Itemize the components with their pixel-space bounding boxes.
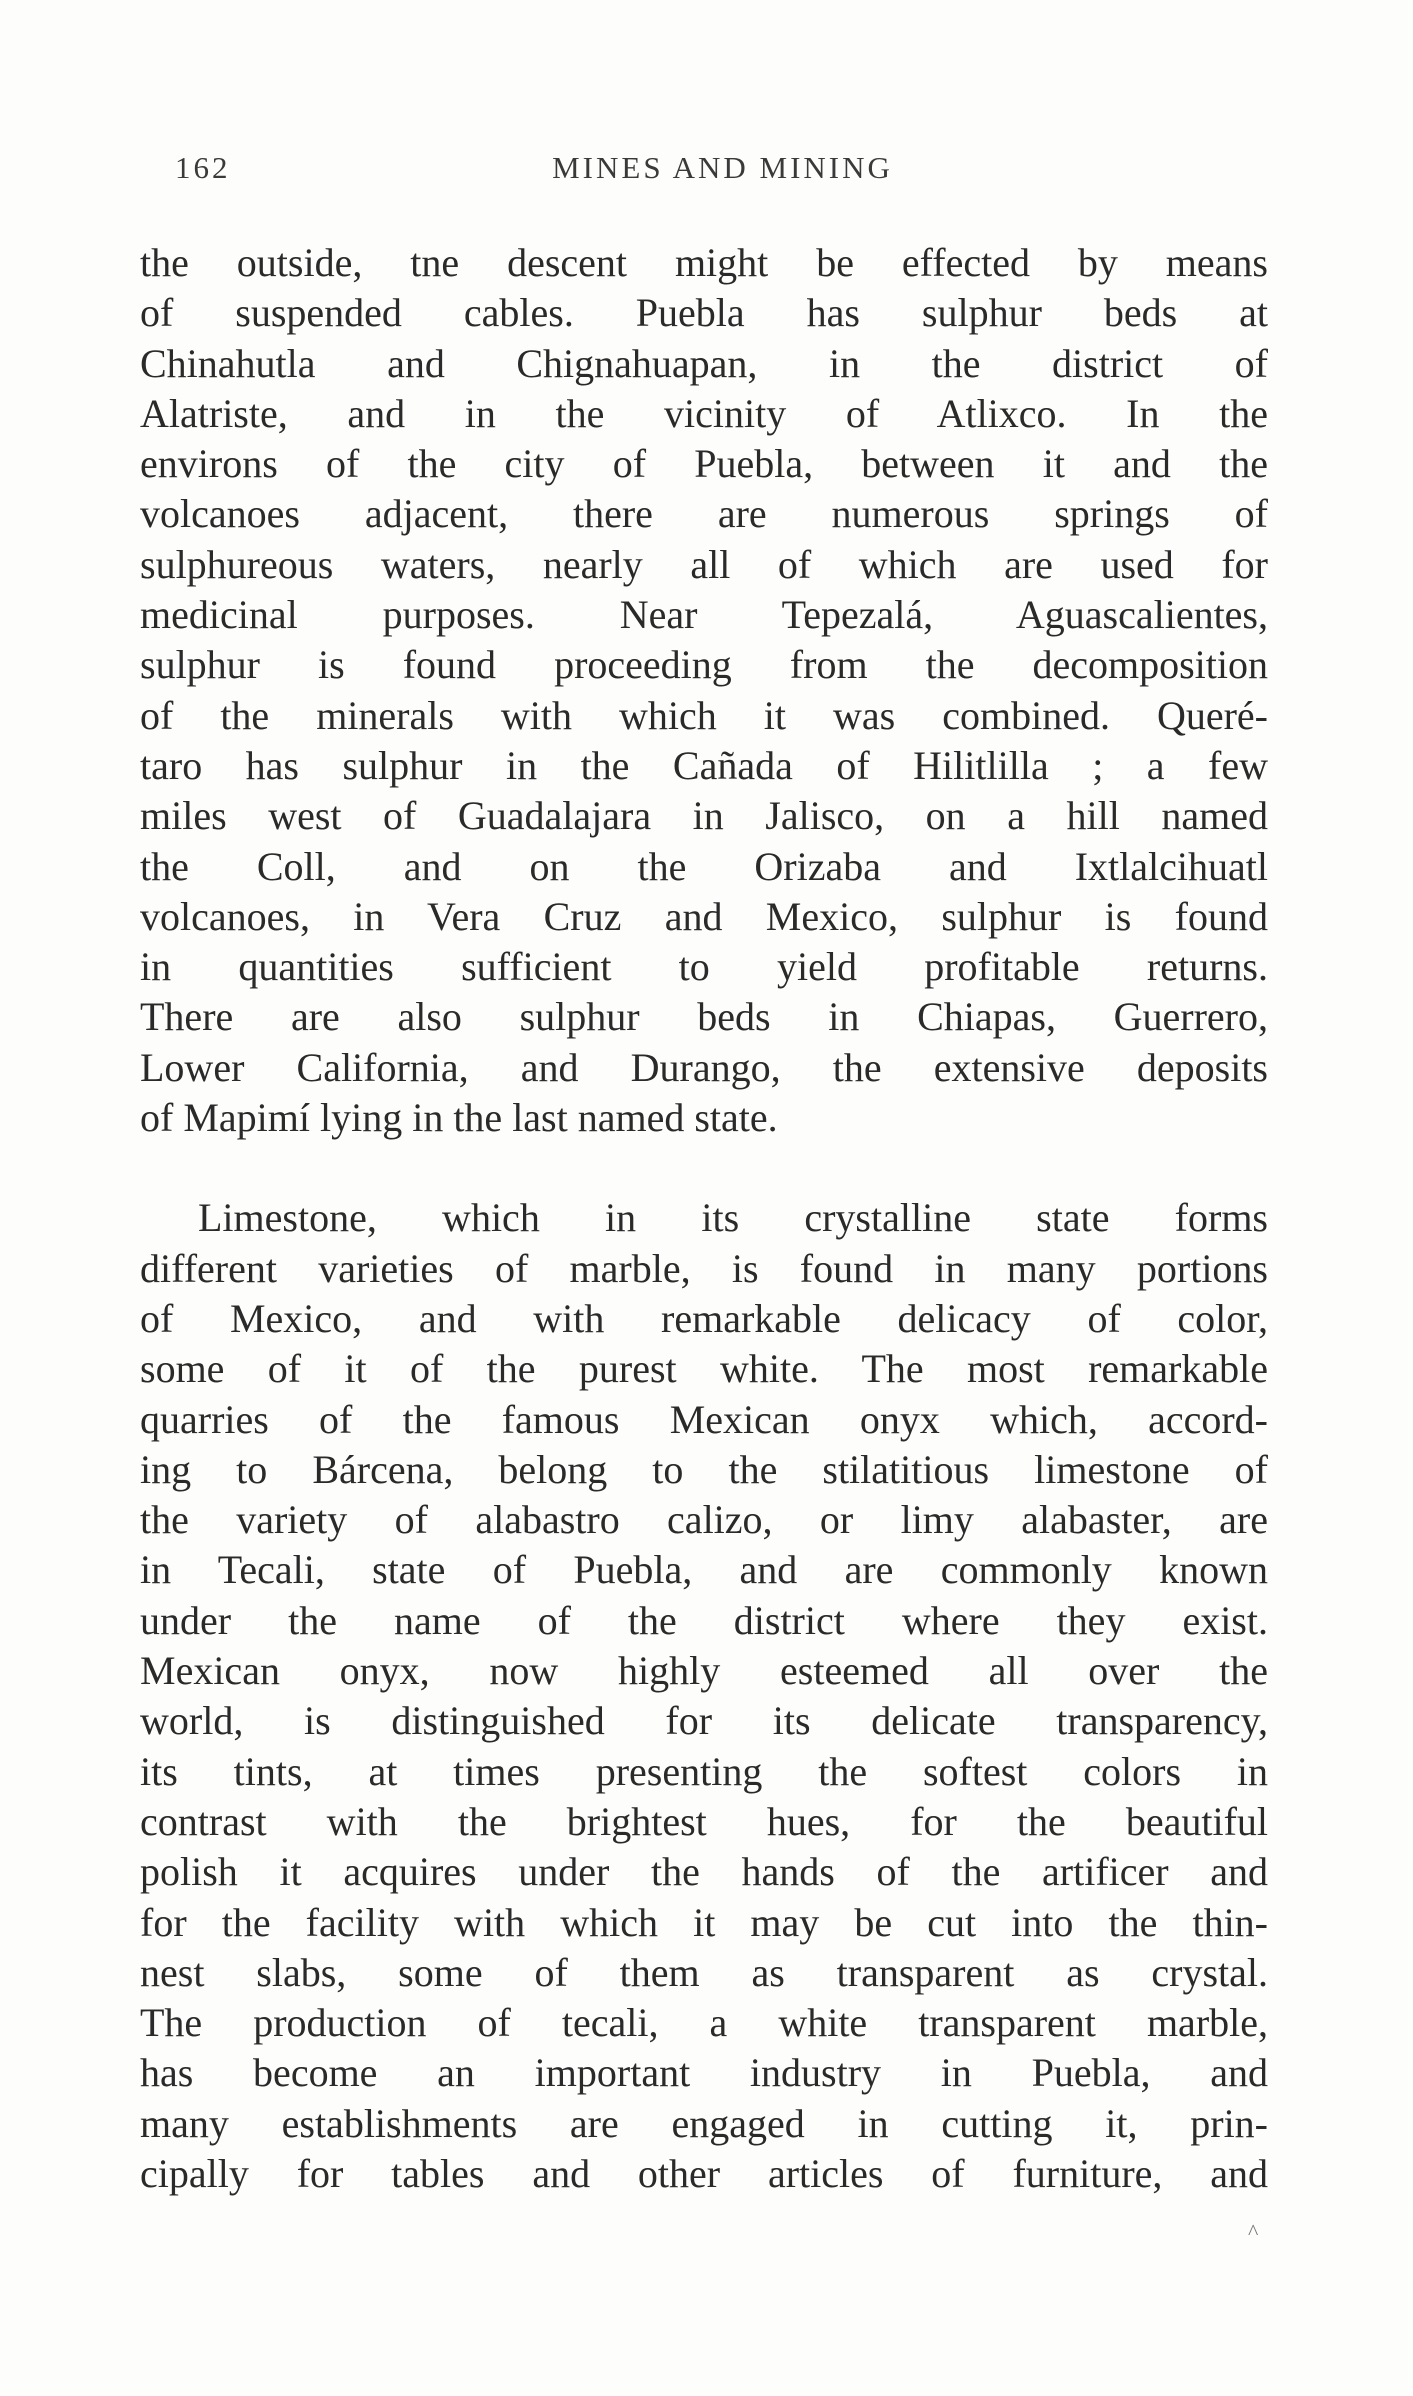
text-line: The production of tecali, a white transparent marble, (140, 2000, 1268, 2046)
text-line: world, is distinguished for its delicate transparency, (140, 1698, 1268, 1744)
text-line: volcanoes, in Vera Cruz and Mexico, sulphur is found (140, 893, 1268, 939)
text-line: of suspended cables. Puebla has sulphur beds at (140, 290, 1268, 336)
text-line: the Coll, and on the Orizaba and Ixtlalcihuatl (140, 843, 1268, 889)
paragraph-gap (140, 1143, 1268, 1193)
text-line: sulphur is found proceeding from the decomposition (140, 642, 1268, 688)
paragraph-limestone (140, 1193, 1268, 2199)
text-line: in Tecali, state of Puebla, and are commonly known (140, 1547, 1268, 1593)
text-line: of Mexico, and with remarkable delicacy of color, (140, 1295, 1268, 1341)
text-line: under the name of the district where they exist. (140, 1597, 1268, 1643)
text-line-last: of Mapimí lying in the last named state. (140, 1095, 778, 1141)
text-line: different varieties of marble, is found in many portions (140, 1245, 1268, 1291)
text-line: ing to Bárcena, belong to the stilatitious limestone of (140, 1446, 1268, 1492)
text-line: in quantities sufficient to yield profitable returns. (140, 944, 1268, 990)
text-line: nest slabs, some of them as transparent as crystal. (140, 1949, 1268, 1995)
text-line: has become an important industry in Puebla, and (140, 2050, 1268, 2096)
text-line: its tints, at times presenting the softest colors in (140, 1748, 1268, 1794)
text-line: sulphureous waters, nearly all of which are used for (140, 541, 1268, 587)
text-line: Mexican onyx, now highly esteemed all over the (140, 1648, 1268, 1694)
running-head (175, 150, 1270, 190)
text-line: the outside, tne descent might be effected by means (140, 240, 1268, 285)
text-line: many establishments are engaged in cutting it, prin- (140, 2100, 1268, 2146)
text-line: Chinahutla and Chignahuapan, in the district of (140, 340, 1268, 386)
text-line: some of it of the purest white. The most remarkable (140, 1346, 1268, 1392)
text-line: volcanoes adjacent, there are numerous springs of (140, 491, 1268, 537)
text-line: quarries of the famous Mexican onyx which, accord- (140, 1396, 1268, 1442)
text-line: cipally for tables and other articles of furniture, and (140, 2150, 1268, 2196)
text-line: miles west of Guadalajara in Jalisco, on a hill named (140, 793, 1268, 839)
text-line: polish it acquires under the hands of the artificer and (140, 1849, 1268, 1895)
text-line: Alatriste, and in the vicinity of Atlixco. In the (140, 390, 1268, 436)
text-line: environs of the city of Puebla, between it and the (140, 441, 1268, 487)
body-text (140, 238, 1268, 2199)
text-line: contrast with the brightest hues, for the beautiful (140, 1798, 1268, 1844)
caret-mark: ^ (1248, 2219, 1259, 2244)
text-line-indented: Limestone, which in its crystalline state forms (198, 1195, 1268, 1241)
text-line: of the minerals with which it was combined. Queré- (140, 692, 1268, 738)
text-line: Lower California, and Durango, the extensive deposits (140, 1044, 1268, 1090)
text-line: the variety of alabastro calizo, or limy alabaster, are (140, 1497, 1268, 1543)
running-title: MINES AND MINING (552, 150, 893, 185)
page-number: 162 (175, 150, 231, 185)
text-line: for the facility with which it may be cut into the thin- (140, 1899, 1268, 1945)
text-line: medicinal purposes. Near Tepezalá, Aguascalientes, (140, 592, 1268, 638)
paragraph-sulphur (140, 238, 1268, 1143)
text-line: There are also sulphur beds in Chiapas, Guerrero, (140, 994, 1268, 1040)
text-line: taro has sulphur in the Cañada of Hilitlilla ; a few (140, 742, 1268, 788)
